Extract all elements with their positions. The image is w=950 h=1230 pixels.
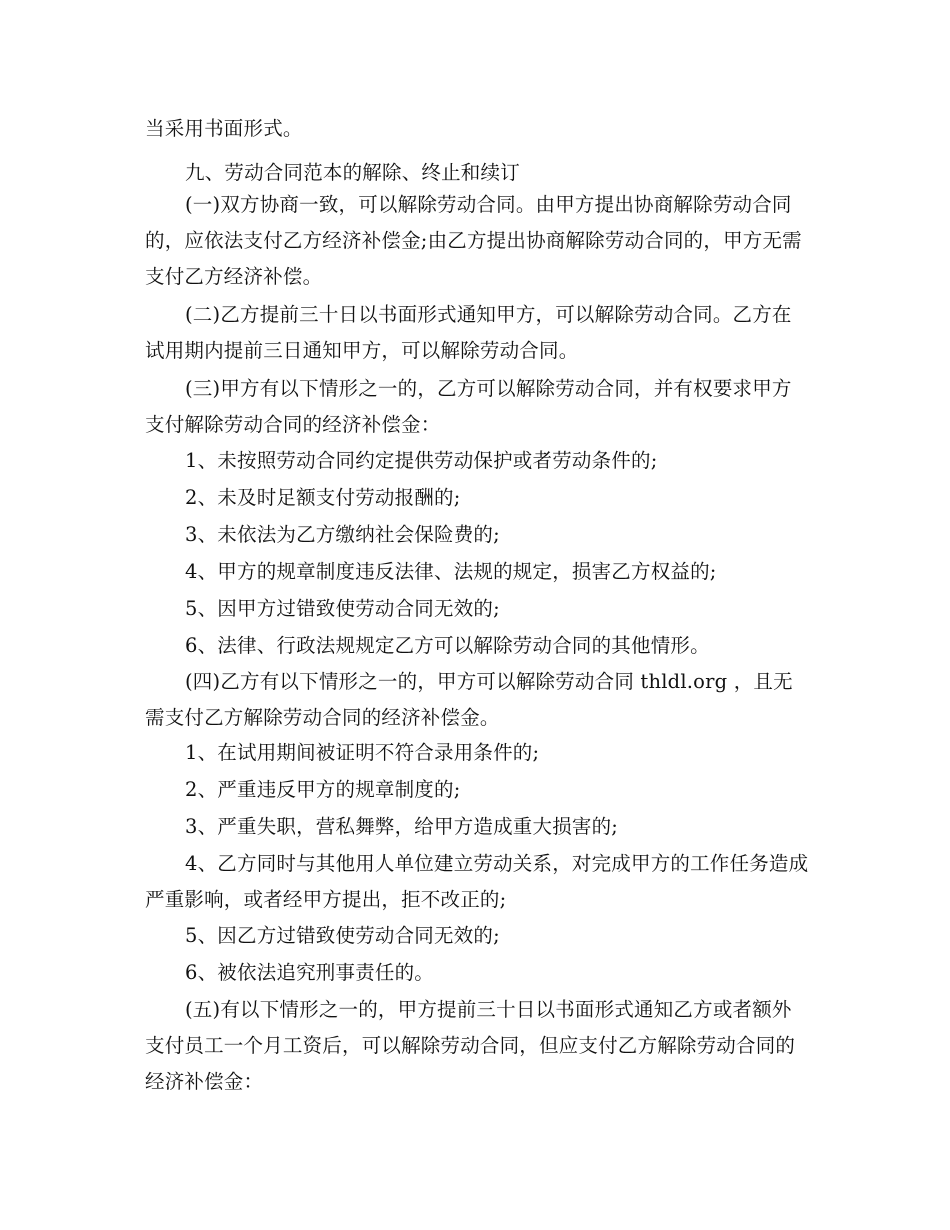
list-item: 2、未及时足额支付劳动报酬的; (185, 486, 461, 509)
clause-3: (三)甲方有以下情形之一的，乙方可以解除劳动合同，并有权要求甲方支付解除劳动合同的经济补偿金： (145, 377, 792, 436)
section-heading: 九、劳动合同范本的解除、终止和续订 (185, 161, 520, 184)
clause-4: (四)乙方有以下情形之一的，甲方可以解除劳动合同 thldl.org ，且无需支付乙方解除劳动合同的经济补偿金。 (145, 670, 793, 729)
list-item: 2、严重违反甲方的规章制度的; (185, 778, 461, 801)
list-item: 6、被依法追究刑事责任的。 (185, 961, 435, 984)
list-item: 5、因乙方过错致使劳动合同无效的; (185, 924, 500, 947)
clause-1: (一)双方协商一致，可以解除劳动合同。由甲方提出协商解除劳动合同的，应依法支付乙方经济补偿金;由乙方提出协商解除劳动合同的，甲方无需支付乙方经济补偿。 (145, 193, 802, 288)
list-item: 4、乙方同时与其他用人单位建立劳动关系，对完成甲方的工作任务造成严重影响，或者经甲方提出，拒不改正的; (145, 852, 809, 911)
list-item: 3、未依法为乙方缴纳社会保险费的; (185, 523, 500, 546)
list-item: 1、在试用期间被证明不符合录用条件的; (185, 741, 540, 764)
list-item: 6、法律、行政法规规定乙方可以解除劳动合同的其他情形。 (185, 634, 710, 657)
clause-2: (二)乙方提前三十日以书面形式通知甲方，可以解除劳动合同。乙方在试用期内提前三日通知甲方，可以解除劳动合同。 (145, 303, 792, 362)
clause-5: (五)有以下情形之一的，甲方提前三十日以书面形式通知乙方或者额外支付员工一个月工资后，可以解除劳动合同，但应支付乙方解除劳动合同的经济补偿金： (145, 998, 796, 1093)
list-item: 4、甲方的规章制度违反法律、法规的规定，损害乙方权益的; (185, 560, 717, 583)
list-item: 1、未按照劳动合同约定提供劳动保护或者劳动条件的; (185, 449, 658, 472)
list-item: 5、因甲方过错致使劳动合同无效的; (185, 597, 500, 620)
paragraph-continuation: 当采用书面形式。 (145, 117, 303, 140)
list-item: 3、严重失职，营私舞弊，给甲方造成重大损害的; (185, 815, 619, 838)
